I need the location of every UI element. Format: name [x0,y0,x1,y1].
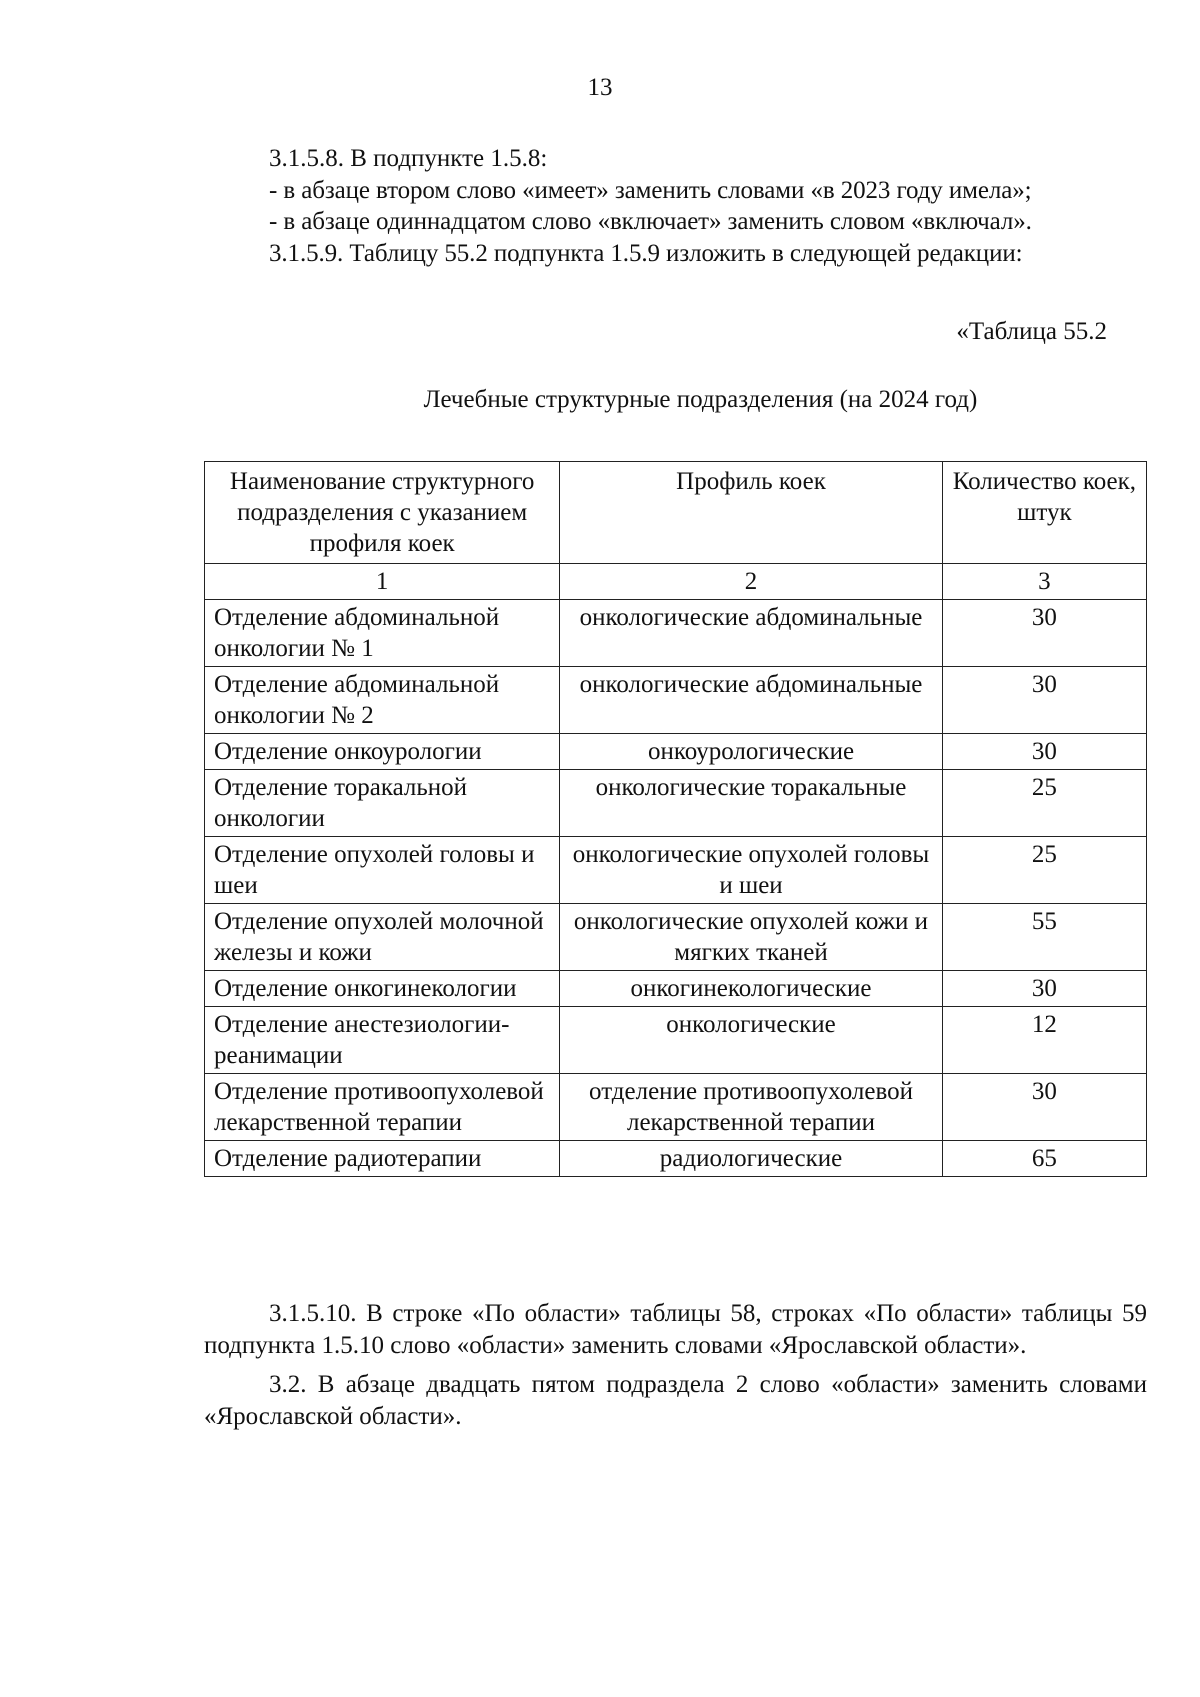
bed-profile-cell: радиологические [560,1141,942,1177]
after-table-text [204,1298,1147,1433]
paragraph-3-1-5-10: 3.1.5.10. В строке «По области» таблицы 58, строках «По области» таблицы 59 подпункта 1.5.10 слово «области» заменить словами «Ярославской области». [204,1300,1147,1359]
unit-name-cell: Отделение противоопухолевой лекарственной терапии [205,1074,560,1141]
bed-profile-cell: онкологические абдоминальные [560,667,942,734]
bed-profile-cell: онкогинекологические [560,971,942,1007]
bed-count-cell: 30 [942,734,1146,770]
bed-profile-cell: онкологические опухолей кожи и мягких тканей [560,904,942,971]
page-number: 13 [587,74,613,101]
intro-line-2: - в абзаце втором слово «имеет» заменить словами «в 2023 году имела»; [269,176,1032,204]
bed-profile-cell: онкологические абдоминальные [560,600,942,667]
unit-name-cell: Отделение опухолей головы и шеи [205,837,560,904]
unit-name-cell: Отделение анестезиологии-реанимации [205,1007,560,1074]
bed-profile-cell: отделение противоопухолевой лекарственной терапии [560,1074,942,1141]
unit-name-cell: Отделение абдоминальной онкологии № 2 [205,667,560,734]
intro-line-1: 3.1.5.8. В подпункте 1.5.8: [269,145,548,172]
bed-count-cell: 25 [942,837,1146,904]
table-row [205,734,1147,770]
unit-name-cell: Отделение онкогинекологии [205,971,560,1007]
table-row [205,1141,1147,1177]
unit-name-cell: Отделение абдоминальной онкологии № 1 [205,600,560,667]
table-row [205,770,1147,837]
intro-line-4: 3.1.5.9. Таблицу 55.2 подпункта 1.5.9 изложить в следующей редакции: [269,239,1023,267]
unit-name-cell: Отделение радиотерапии [205,1141,560,1177]
bed-count-cell: 30 [942,971,1146,1007]
column-number-row [205,564,1147,600]
header-unit-name: Наименование структурного подразделения с указанием профиля коек [205,462,560,564]
amendment-intro [204,143,1147,269]
bed-count-cell: 55 [942,904,1146,971]
table-row [205,1007,1147,1074]
paragraph-3-2: 3.2. В абзаце двадцать пятом подраздела 2 слово «области» заменить словами «Ярославской области». [204,1371,1147,1430]
column-number: 2 [560,564,942,600]
bed-profile-cell: онкологические опухолей головы и шеи [560,837,942,904]
unit-name-cell: Отделение опухолей молочной железы и кожи [205,904,560,971]
table-row [205,904,1147,971]
bed-count-cell: 30 [942,600,1146,667]
column-number: 1 [205,564,560,600]
intro-line-3: - в абзаце одиннадцатом слово «включает» заменить словом «включал». [269,208,1032,235]
table-row [205,1074,1147,1141]
unit-name-cell: Отделение торакальной онкологии [205,770,560,837]
unit-name-cell: Отделение онкоурологии [205,734,560,770]
bed-profile-cell: онкологические торакальные [560,770,942,837]
header-bed-profile: Профиль коек [560,462,942,564]
bed-profile-cell: онкологические [560,1007,942,1074]
header-bed-count: Количество коек, штук [942,462,1146,564]
bed-profile-cell: онкоурологические [560,734,942,770]
table-label: «Таблица 55.2 [956,318,1107,345]
table-row [205,971,1147,1007]
bed-count-cell: 30 [942,1074,1146,1141]
bed-count-cell: 65 [942,1141,1146,1177]
column-number: 3 [942,564,1146,600]
bed-count-cell: 30 [942,667,1146,734]
bed-count-cell: 25 [942,770,1146,837]
table-row [205,837,1147,904]
beds-table [204,461,1147,1177]
table-row [205,600,1147,667]
bed-count-cell: 12 [942,1007,1146,1074]
table-header-row [205,462,1147,564]
table-row [205,667,1147,734]
table-title: Лечебные структурные подразделения (на 2024 год) [423,386,978,413]
